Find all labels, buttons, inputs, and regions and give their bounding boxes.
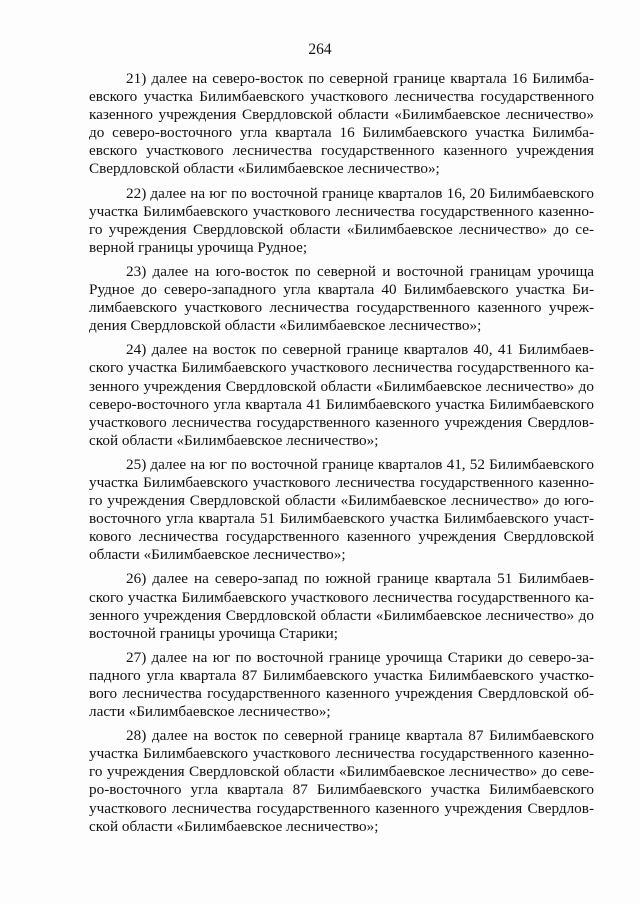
document-body [89, 70, 594, 842]
paragraph-27: 27) далее на юг по восточной границе урочища Старики до северо-западного угла квартала 87 Билимбаевского участка Билимбаевского участкового лесничества государственного казенного учреждения Свердловской области «Билимбаевское лесничество»; [89, 648, 594, 721]
paragraph-21: 21) далее на северо-восток по северной границе квартала 16 Билимбаевского участка Билимбаевского участкового лесничества государственного казенного учреждения Свердловской области «Билимбаевское лесничество» до северо-восточного угла квартала 16 Билимбаевского участка Билимбаевского участкового лесничества государственного казенного учреждения Свердловской области «Билимбаевское лесничество»; [89, 70, 594, 178]
paragraph-25: 25) далее на юг по восточной границе кварталов 41, 52 Билимбаевского участка Билимбаевского участкового лесничества государственного казенного учреждения Свердловской области «Билимбаевское лесничество» до юго-восточного угла квартала 51 Билимбаевского участка Билимбаевского участкового лесничества государственного казенного учреждения Свердловской области «Билимбаевское лесничество»; [89, 455, 594, 564]
paragraph-24: 24) далее на восток по северной границе кварталов 40, 41 Билимбаевского участка Билимбаевского участкового лесничества государственного казенного учреждения Свердловской области «Билимбаевское лесничество» до северо-восточного угла квартала 41 Билимбаевского участка Билимбаевского участкового лесничества государственного казенного учреждения Свердловской области «Билимбаевское лесничество»; [89, 341, 594, 449]
paragraph-28: 28) далее на восток по северной границе квартала 87 Билимбаевского участка Билимбаевского участкового лесничества государственного казенного учреждения Свердловской области «Билимбаевское лесничество» до северо-восточного угла квартала 87 Билимбаевского участка Билимбаевского участкового лесничества государственного казенного учреждения Свердловской области «Билимбаевское лесничество»; [89, 727, 594, 835]
paragraph-23: 23) далее на юго-восток по северной и восточной границам урочища Рудное до северо-западного угла квартала 40 Билимбаевского участка Билимбаевского участкового лесничества государственного казенного учреждения Свердловской области «Билимбаевское лесничество»; [89, 262, 594, 335]
page-number: 264 [308, 41, 332, 58]
paragraph-22: 22) далее на юг по восточной границе кварталов 16, 20 Билимбаевского участка Билимбаевского участкового лесничества государственного казенного учреждения Свердловской области «Билимбаевское лесничество» до северной границы урочища Рудное; [89, 184, 594, 256]
paragraph-26: 26) далее на северо-запад по южной границе квартала 51 Билимбаевского участка Билимбаевского участкового лесничества государственного казенного учреждения Свердловской области «Билимбаевское лесничество» до восточной границы урочища Старики; [89, 570, 594, 642]
